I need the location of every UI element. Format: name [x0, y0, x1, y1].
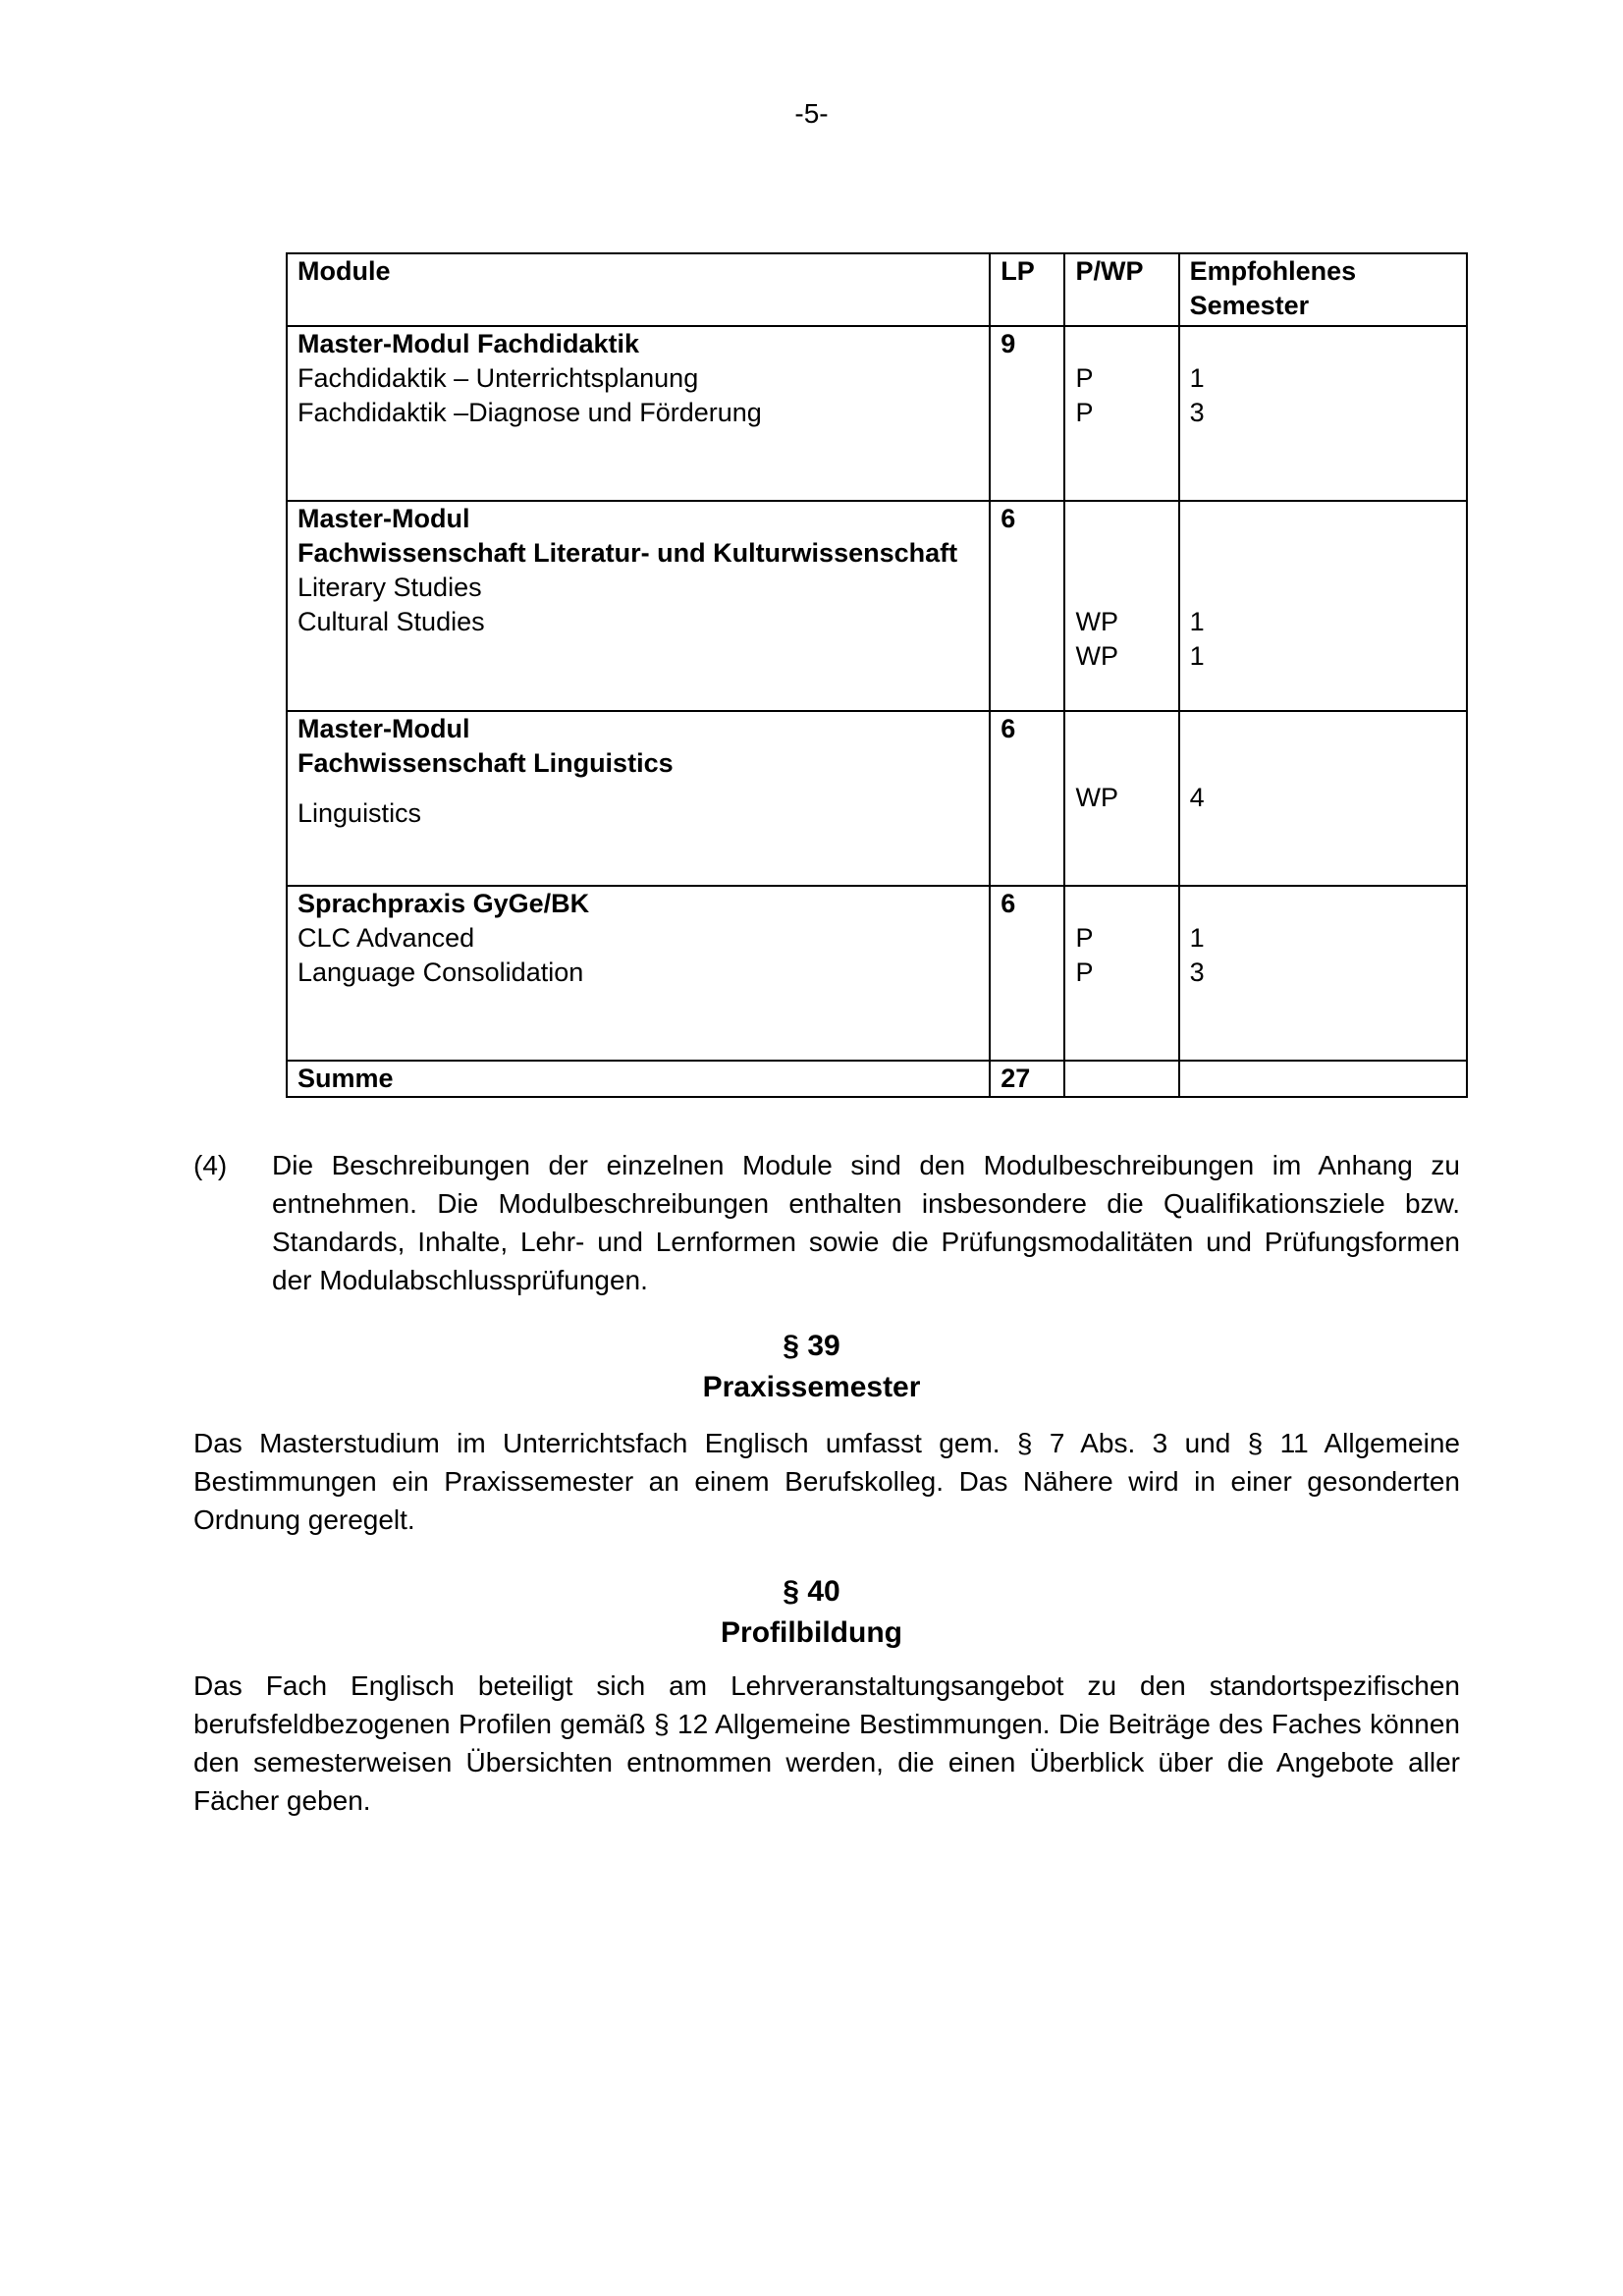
pwp-cell	[1064, 501, 1178, 711]
section-39-number: § 39	[783, 1330, 840, 1362]
pwp-value: WP	[1075, 783, 1118, 812]
paragraph-number: (4)	[193, 1150, 228, 1180]
section-40-title: Profilbildung	[721, 1616, 902, 1649]
table-row-linguistics	[287, 711, 1467, 886]
course-name: CLC Advanced	[298, 923, 475, 953]
semester-value: 4	[1189, 783, 1205, 812]
module-title: Master-Modul	[298, 714, 470, 743]
semester-value: 3	[1189, 398, 1205, 427]
pwp-value: P	[1075, 957, 1094, 987]
semester-value: 1	[1189, 363, 1205, 393]
table-row-sprachpraxis	[287, 886, 1467, 1061]
header-lp: LP	[990, 253, 1064, 326]
paragraph-text: Die Beschreibungen der einzelnen Module sind den Modulbeschreibungen im Anhang zu entnehmen. Die Modulbeschreibungen enthalten insbesondere die Qualifikationsziele bzw. Standards, Inhalte, Lehr- und Lernformen sowie die Prüfungsmodalitäten und Prüfungsformen der Modulabschlussprüfungen.	[272, 1150, 1460, 1295]
course-name: Fachdidaktik – Unterrichtsplanung	[298, 363, 699, 393]
course-name: Literary Studies	[298, 573, 482, 602]
semester-value: 1	[1189, 923, 1205, 953]
paragraph-4	[193, 1146, 1460, 1299]
sum-empty-cell	[1064, 1061, 1178, 1097]
semester-cell	[1179, 886, 1467, 1061]
sum-empty-cell	[1179, 1061, 1467, 1097]
lp-cell: 9	[990, 326, 1064, 501]
pwp-value: P	[1075, 923, 1094, 953]
lp-cell: 6	[990, 501, 1064, 711]
header-pwp: P/WP	[1064, 253, 1178, 326]
section-40-text: Das Fach Englisch beteiligt sich am Lehrveranstaltungsangebot zu den standortspezifischen berufsfeldbezogenen Profilen gemäß § 12 Allgemeine Bestimmungen. Die Beiträge des Faches können den semesterweisen Übersichten entnommen werden, die einen Überblick über die Angebote aller Fächer geben.	[193, 1670, 1460, 1816]
section-39-title: Praxissemester	[702, 1371, 921, 1403]
semester-value: 3	[1189, 957, 1205, 987]
header-semester-line2: Semester	[1189, 291, 1310, 320]
table-header-row	[287, 253, 1467, 326]
header-semester	[1179, 253, 1467, 326]
pwp-cell	[1064, 326, 1178, 501]
course-name: Linguistics	[298, 798, 422, 828]
section-39-text: Das Masterstudium im Unterrichtsfach Englisch umfasst gem. § 7 Abs. 3 und § 11 Allgemeine Bestimmungen ein Praxissemester an einem Berufskolleg. Das Nähere wird in einer gesonderten Ordnung geregelt.	[193, 1428, 1460, 1535]
course-name: Language Consolidation	[298, 957, 584, 987]
pwp-cell	[1064, 886, 1178, 1061]
module-title: Master-Modul Fachdidaktik	[298, 329, 640, 358]
module-cell	[287, 886, 990, 1061]
table-row-sum	[287, 1061, 1467, 1097]
semester-cell	[1179, 326, 1467, 501]
module-cell	[287, 711, 990, 886]
page-number: -5-	[794, 98, 829, 129]
pwp-cell	[1064, 711, 1178, 886]
module-title: Fachwissenschaft Linguistics	[298, 748, 674, 778]
module-cell	[287, 501, 990, 711]
pwp-value: P	[1075, 363, 1094, 393]
table-row-literatur-kultur	[287, 501, 1467, 711]
module-title: Master-Modul	[298, 504, 470, 533]
lp-cell: 6	[990, 886, 1064, 1061]
course-name: Cultural Studies	[298, 607, 485, 636]
lp-cell: 6	[990, 711, 1064, 886]
module-title: Fachwissenschaft Literatur- und Kulturwissenschaft	[298, 538, 958, 568]
sum-lp: 27	[990, 1061, 1064, 1097]
module-cell	[287, 326, 990, 501]
header-module: Module	[287, 253, 990, 326]
semester-cell	[1179, 501, 1467, 711]
semester-value: 1	[1189, 607, 1205, 636]
semester-cell	[1179, 711, 1467, 886]
pwp-value: P	[1075, 398, 1094, 427]
module-title: Sprachpraxis GyGe/BK	[298, 889, 590, 918]
pwp-value: WP	[1075, 641, 1118, 671]
pwp-value: WP	[1075, 607, 1118, 636]
semester-value: 1	[1189, 641, 1205, 671]
header-semester-line1: Empfohlenes	[1189, 256, 1357, 286]
module-table	[286, 252, 1468, 1098]
course-name: Fachdidaktik –Diagnose und Förderung	[298, 398, 762, 427]
section-40-number: § 40	[783, 1575, 840, 1608]
sum-label: Summe	[287, 1061, 990, 1097]
table-row-fachdidaktik	[287, 326, 1467, 501]
